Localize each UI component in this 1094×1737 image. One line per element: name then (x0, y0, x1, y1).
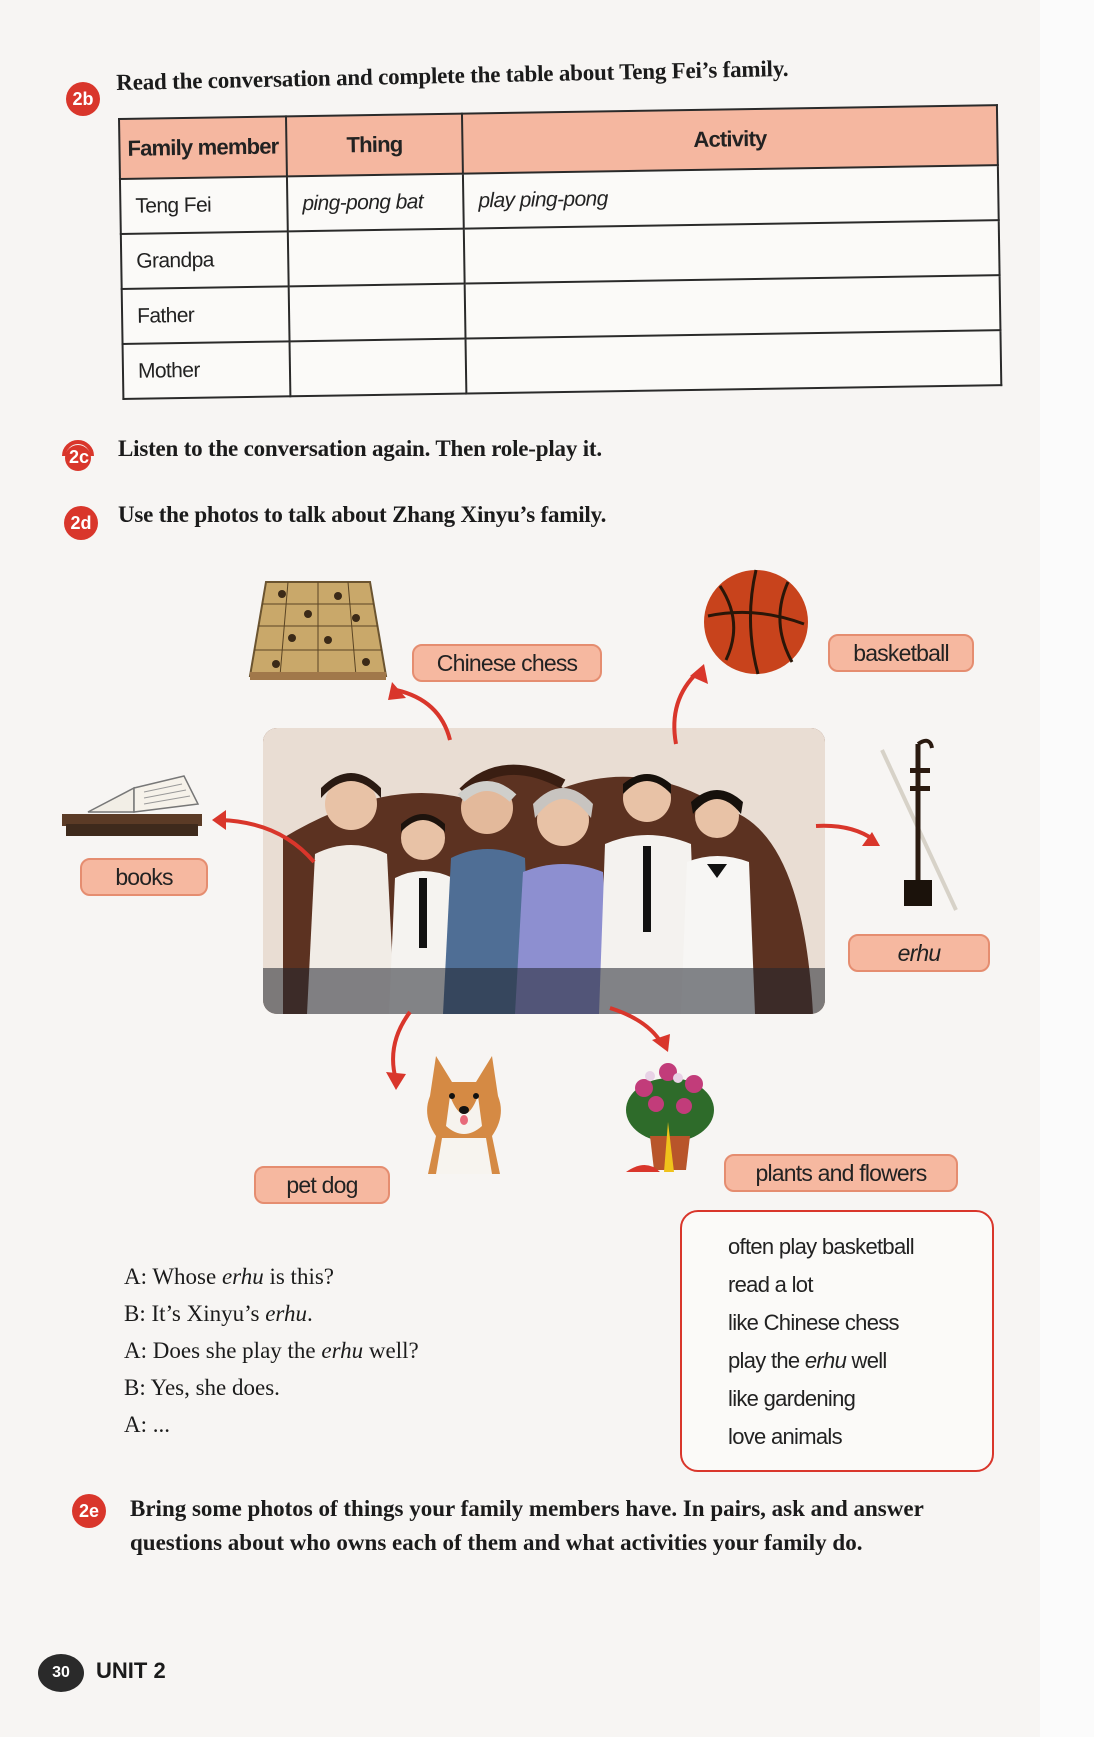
dialogue-italic: erhu (265, 1301, 307, 1326)
section-number-2d: 2d (64, 506, 98, 540)
section-heading-2e: Bring some photos of things your family members have. In pairs, ask and answer questions about who owns each of them and what activities your family do. (130, 1496, 924, 1555)
label-basketball: basketball (828, 634, 974, 672)
section-heading-2d: Use the photos to talk about Zhang Xinyu’s family. (118, 502, 607, 527)
phrase-box (680, 1210, 994, 1472)
dialogue-text: Yes, she does. (150, 1375, 280, 1400)
dialogue-text: Whose (152, 1264, 222, 1289)
dialogue-text: It’s Xinyu’s (151, 1301, 266, 1326)
table-cell-member: Grandpa (121, 231, 289, 289)
label-pet-dog: pet dog (254, 1166, 390, 1204)
section-heading-2b: Read the conversation and complete the table about Teng Fei’s family. (116, 55, 789, 95)
dialogue-line (124, 1369, 419, 1406)
arrow-to-erhu (816, 826, 874, 840)
table-cell-activity: play ping-pong (463, 165, 999, 228)
section-number-2e: 2e (72, 1494, 106, 1528)
phrase-text: play the (728, 1348, 805, 1373)
section-number-2b: 2b (66, 82, 100, 116)
dialogue-text: is this? (263, 1264, 334, 1289)
dialogue-line (124, 1295, 419, 1332)
dialogue-line (124, 1406, 419, 1443)
phrase-item: often play basketball (728, 1234, 914, 1259)
phrase-item: like Chinese chess (728, 1310, 899, 1335)
table-cell-member: Mother (123, 341, 291, 399)
speaker: B: (124, 1301, 146, 1326)
label-books: books (80, 858, 208, 896)
phrase-item: like gardening (728, 1386, 856, 1411)
label-plants-and-flowers: plants and flowers (724, 1154, 958, 1192)
speaker: A: (124, 1412, 147, 1437)
phrase-item: love animals (728, 1424, 842, 1449)
arrow-to-plants (610, 1008, 662, 1044)
phrase-text: well (846, 1348, 887, 1373)
speaker: B: (124, 1375, 146, 1400)
pet-dog-image (422, 1056, 506, 1176)
table-header: Activity (462, 105, 998, 173)
label-chinese-chess: Chinese chess (412, 644, 602, 682)
arrow-to-basketball (674, 672, 698, 744)
arrow-to-books (220, 820, 314, 862)
dialogue-text: ... (152, 1412, 170, 1437)
example-dialogue (124, 1258, 419, 1443)
dialogue-italic: erhu (221, 1264, 264, 1289)
dialogue-text: . (306, 1301, 313, 1326)
dialogue-line (124, 1332, 419, 1369)
phrase-italic: erhu (804, 1348, 847, 1373)
section-heading-2c: Listen to the conversation again. Then role-play it. (118, 436, 602, 461)
dialogue-text: well? (363, 1338, 419, 1363)
section-number-2c: 2c (68, 446, 90, 467)
speaker: A: (124, 1264, 147, 1289)
phrase-item (728, 1348, 887, 1374)
table-header: Thing (286, 114, 463, 177)
dialogue-text: Does she play the (152, 1338, 322, 1363)
speaker: A: (124, 1338, 147, 1363)
dialogue-italic: erhu (321, 1338, 364, 1363)
table-cell-thing: ping-pong bat (287, 174, 464, 232)
table-cell-member: Teng Fei (120, 176, 288, 234)
unit-label: UNIT 2 (96, 1658, 166, 1683)
label-erhu: erhu (848, 934, 990, 972)
plants-image (620, 1050, 720, 1180)
page-edge (1040, 0, 1094, 1737)
table-header: Family member (119, 116, 287, 179)
phrase-item: read a lot (728, 1272, 813, 1297)
table-cell-member: Father (122, 286, 290, 344)
dialogue-line (124, 1258, 419, 1295)
arrow-to-dog (393, 1012, 410, 1080)
page-number: 30 (38, 1654, 84, 1692)
